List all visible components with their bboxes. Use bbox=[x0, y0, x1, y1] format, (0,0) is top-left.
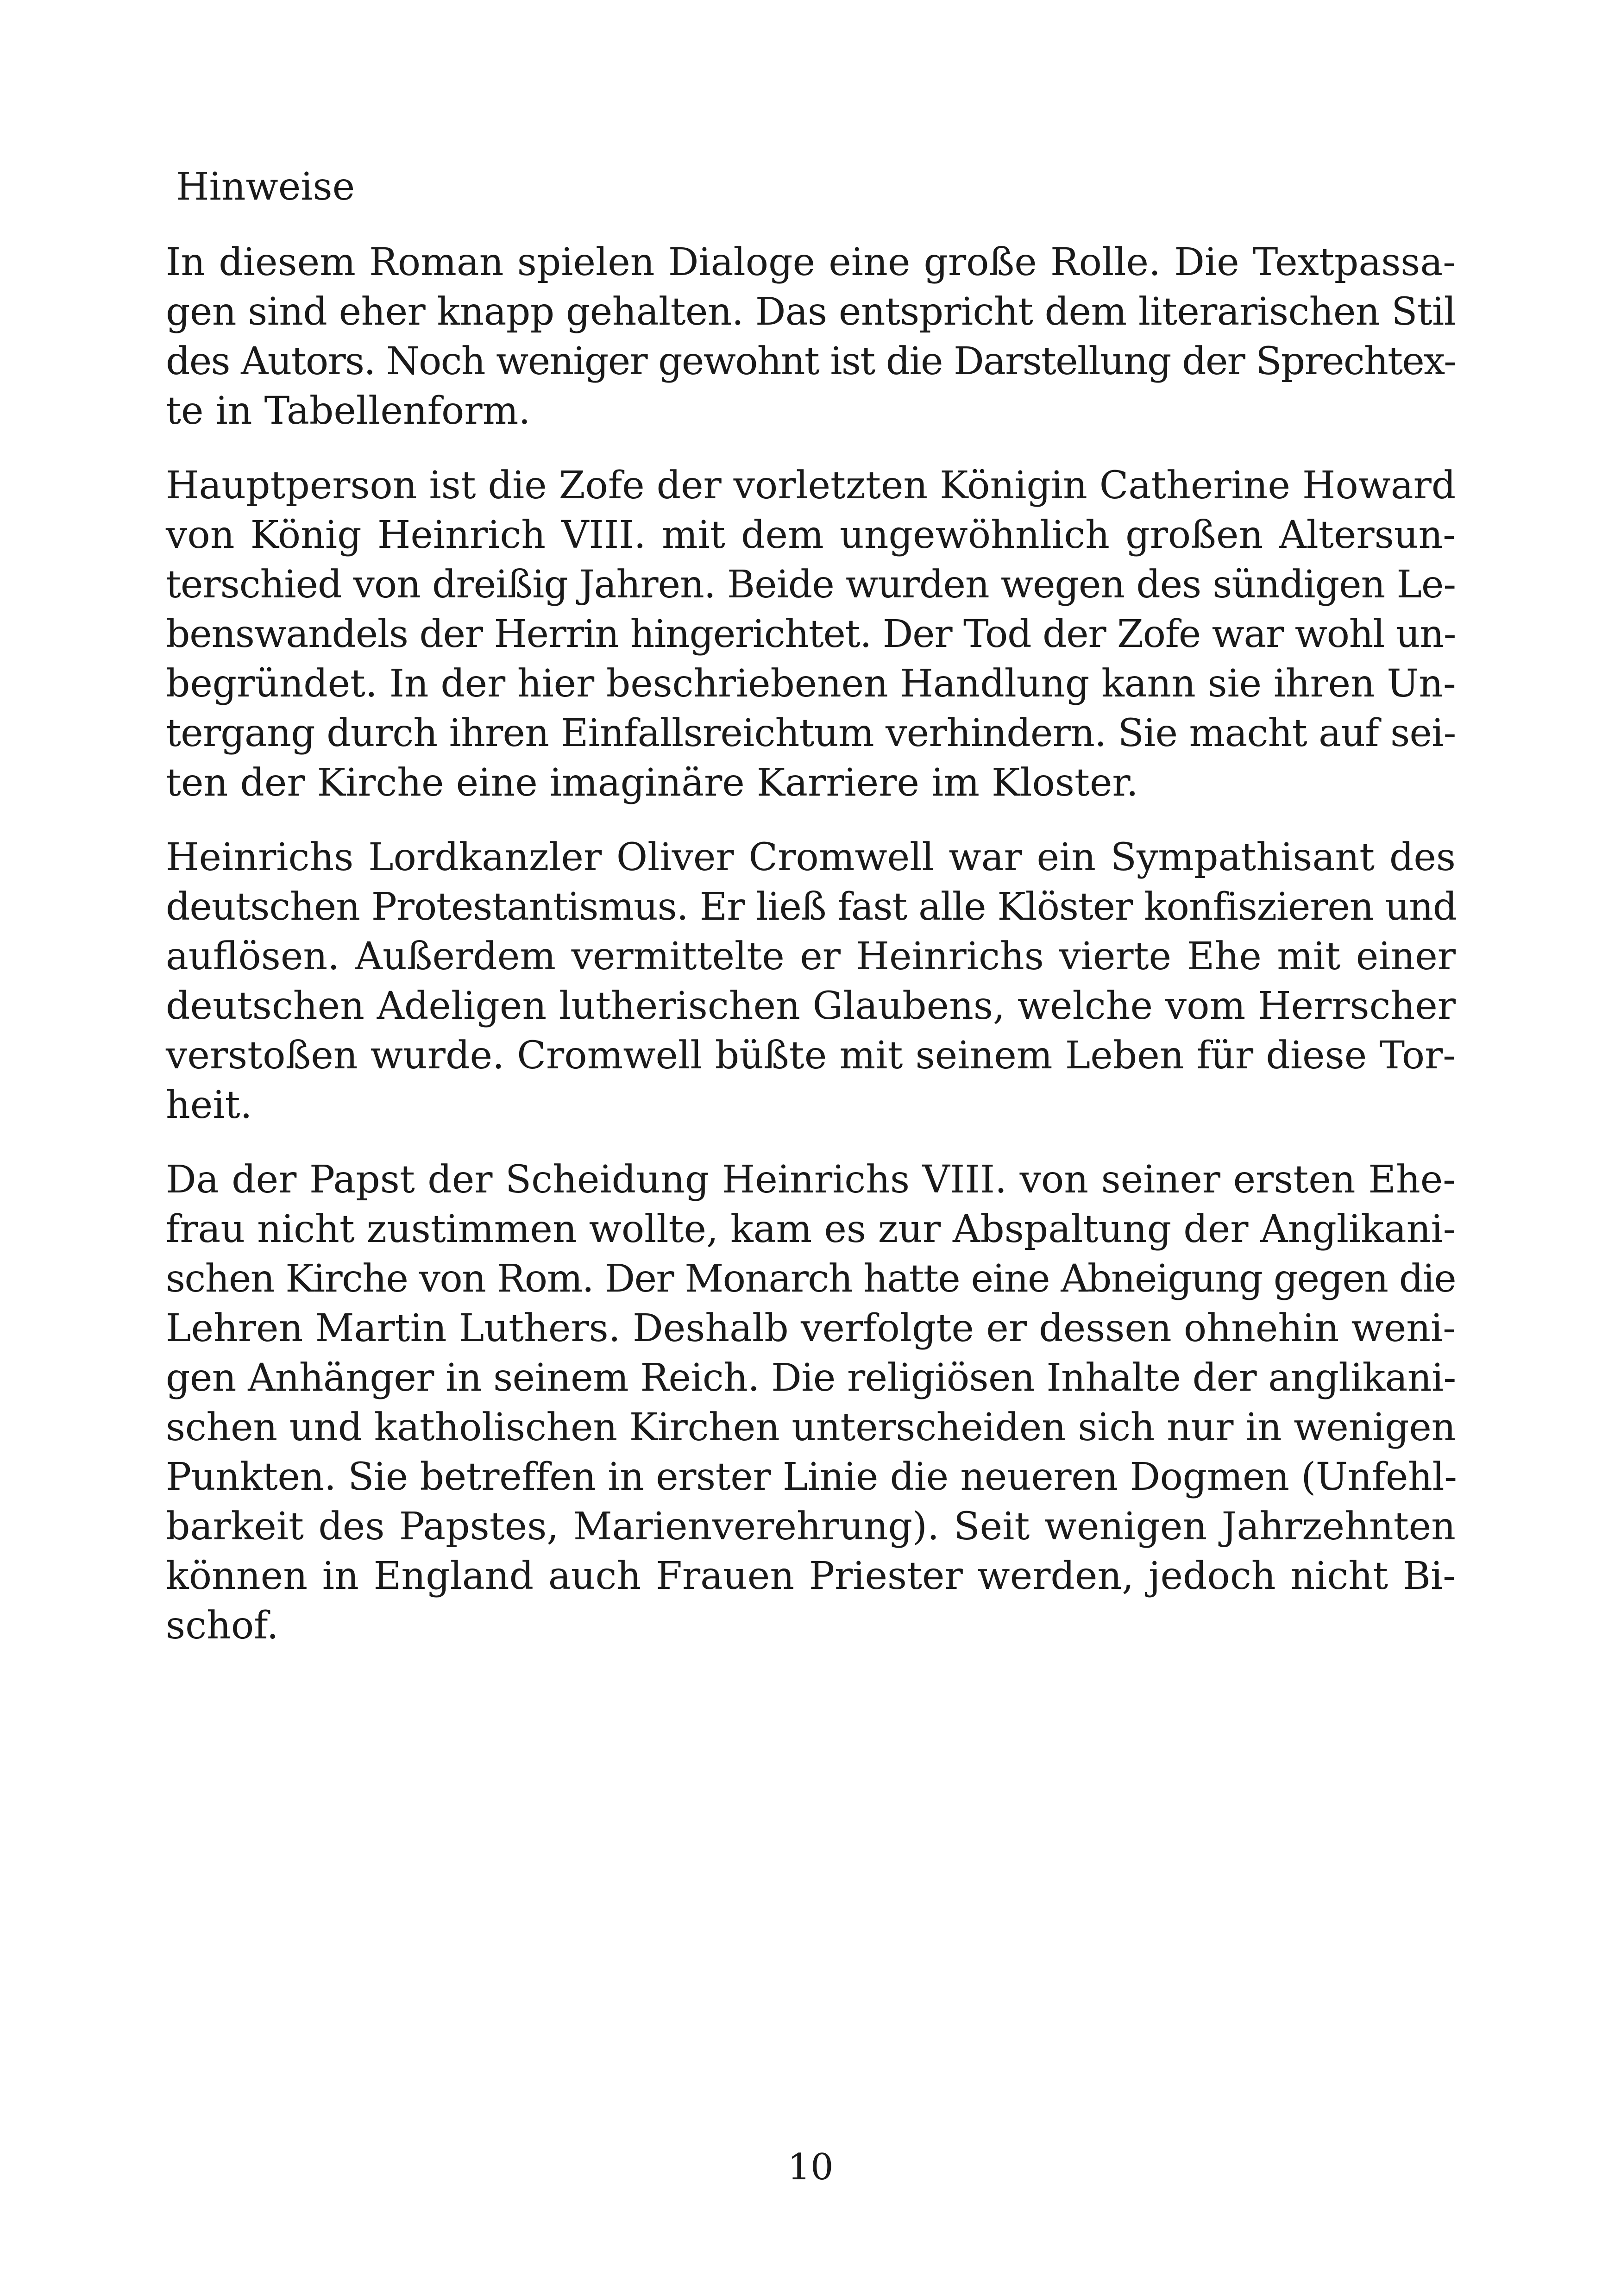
text-line: Punkten. Sie betreffen in erster Linie die neueren Dogmen (Unfehl- bbox=[166, 1455, 1457, 1499]
paragraph bbox=[166, 833, 1456, 1130]
text-line: verstoßen wurde. Cromwell büßte mit seinem Leben für diese Tor- bbox=[166, 1034, 1456, 1078]
text-line: deutschen Adeligen lutherischen Glaubens, welche vom Herrscher bbox=[166, 984, 1456, 1028]
text-line: deutschen Protestantismus. Er ließ fast alle Klöster konfiszieren und bbox=[166, 885, 1457, 929]
text-line: terschied von dreißig Jahren. Beide wurden wegen des sündigen Le- bbox=[166, 563, 1456, 607]
text-line: von König Heinrich VIII. mit dem ungewöhnlich großen Altersun- bbox=[166, 513, 1456, 557]
text-line: Hauptperson ist die Zofe der vorletzten Königin Catherine Howard bbox=[166, 464, 1456, 508]
text-line: Da der Papst der Scheidung Heinrichs VIII. von seiner ersten Ehe- bbox=[166, 1158, 1456, 1202]
text-line: Heinrichs Lordkanzler Oliver Cromwell war ein Sympathisant des bbox=[166, 835, 1456, 879]
text-line: Lehren Martin Luthers. Deshalb verfolgte er dessen ohnehin weni- bbox=[166, 1306, 1456, 1350]
text-line: ten der Kirche eine imaginäre Karriere im Kloster. bbox=[166, 761, 1138, 805]
text-line: können in England auch Frauen Priester werden, jedoch nicht Bi- bbox=[166, 1554, 1456, 1598]
text-line: gen sind eher knapp gehalten. Das entspricht dem literarischen Stil bbox=[166, 290, 1456, 334]
text-line: heit. bbox=[166, 1083, 252, 1127]
body-text bbox=[166, 162, 1456, 1675]
text-line: auflösen. Außerdem vermittelte er Heinrichs vierte Ehe mit einer bbox=[166, 935, 1456, 979]
text-line: te in Tabellenform. bbox=[166, 389, 531, 433]
paragraph bbox=[166, 461, 1456, 808]
page-heading: Hinweise bbox=[176, 165, 355, 209]
text-line: des Autors. Noch weniger gewohnt ist die Darstellung der Sprechtex- bbox=[166, 339, 1456, 383]
text-line: frau nicht zustimmen wollte, kam es zur Abspaltung der Anglikani- bbox=[166, 1207, 1456, 1251]
paragraph bbox=[166, 238, 1456, 436]
paragraph-list bbox=[166, 238, 1456, 1650]
text-line: tergang durch ihren Einfallsreichtum verhindern. Sie macht auf sei- bbox=[166, 711, 1456, 755]
text-line: schof. bbox=[166, 1604, 279, 1648]
text-line: schen Kirche von Rom. Der Monarch hatte eine Abneigung gegen die bbox=[166, 1257, 1456, 1301]
text-line: begründet. In der hier beschriebenen Handlung kann sie ihren Un- bbox=[166, 662, 1456, 706]
page-number: 10 bbox=[787, 2146, 834, 2188]
text-line: benswandels der Herrin hingerichtet. Der Tod der Zofe war wohl un- bbox=[166, 612, 1456, 656]
paragraph bbox=[166, 1155, 1456, 1650]
text-line: In diesem Roman spielen Dialoge eine große Rolle. Die Textpassa- bbox=[166, 240, 1456, 284]
text-line: gen Anhänger in seinem Reich. Die religiösen Inhalte der anglikani- bbox=[166, 1356, 1456, 1400]
text-line: barkeit des Papstes, Marienverehrung). Seit wenigen Jahrzehnten bbox=[166, 1505, 1456, 1549]
text-line: schen und katholischen Kirchen unterscheiden sich nur in wenigen bbox=[166, 1405, 1456, 1449]
